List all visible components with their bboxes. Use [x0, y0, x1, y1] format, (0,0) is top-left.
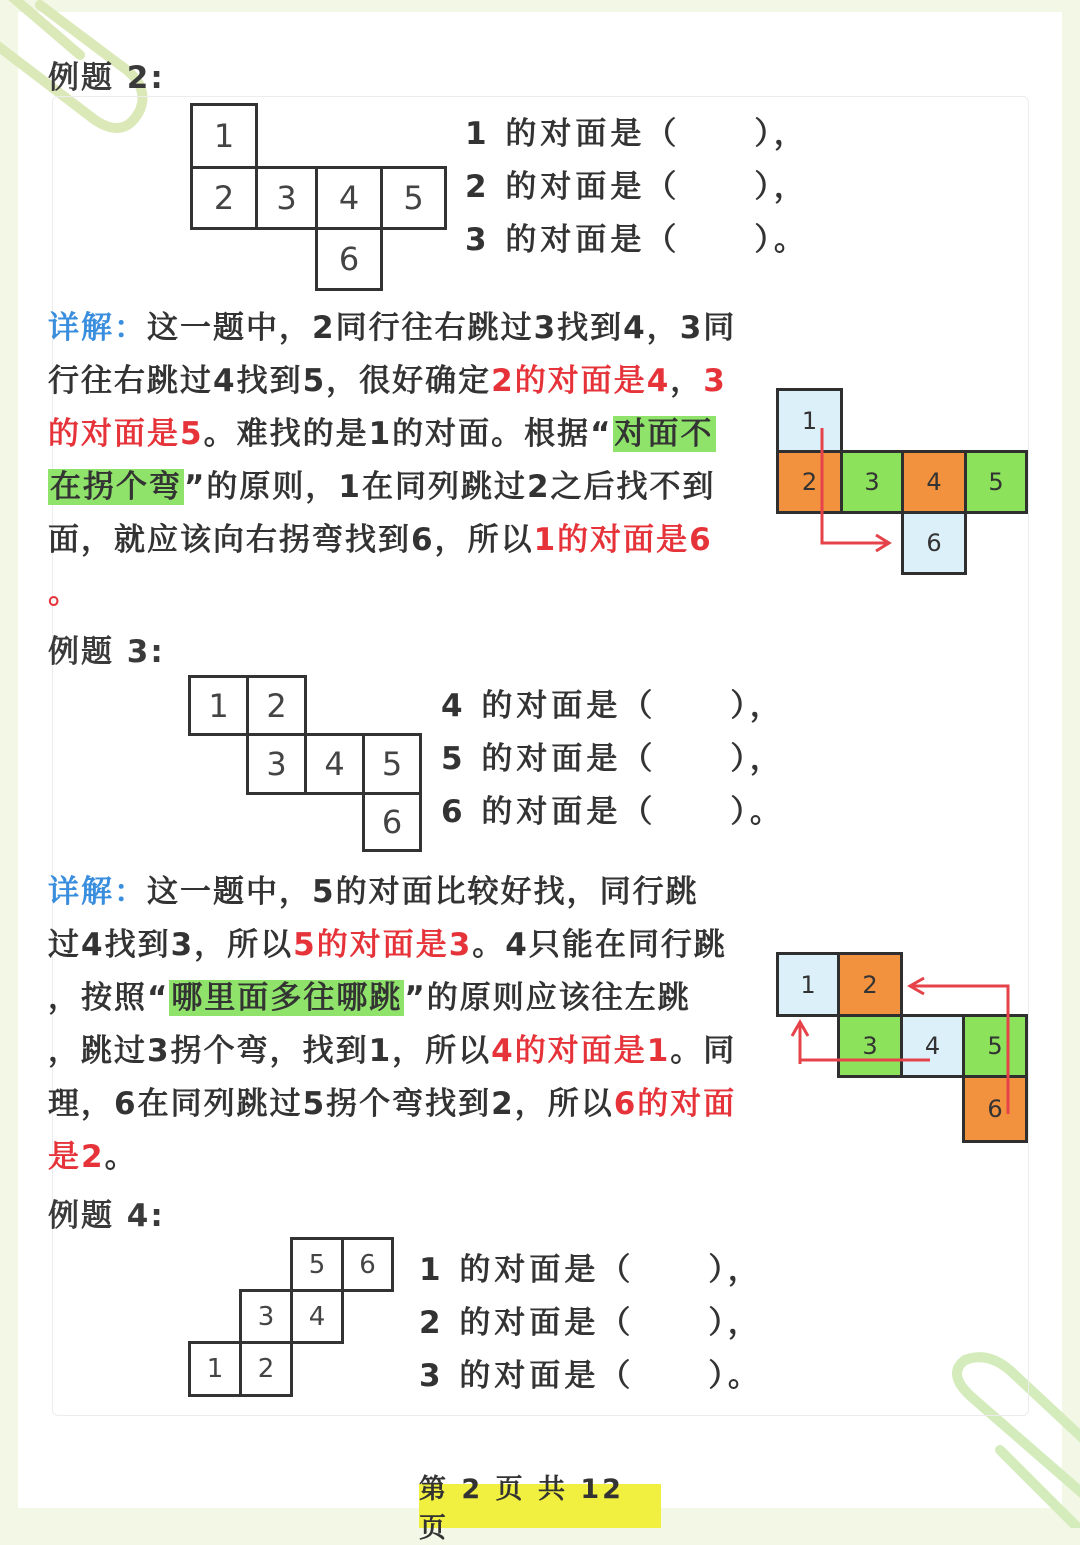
explain-text: 。 — [104, 1139, 138, 1175]
explain-text: ，按照“ — [48, 980, 170, 1016]
question-line: 5 的对面是（ ）， — [441, 741, 785, 777]
explain-text: 这一题中，5的对面比较好找，同行跳 — [147, 874, 699, 910]
net-cell: 6 — [341, 1237, 394, 1292]
net-cell: 3 — [246, 733, 307, 795]
question-line: 2 的对面是（ ）， — [419, 1305, 763, 1341]
question-line: 4 的对面是（ ）， — [441, 688, 785, 724]
explain-label: 详解： — [48, 310, 147, 346]
net-cell: 1 — [188, 675, 249, 736]
explain-text: ， — [670, 363, 704, 399]
net-cell: 6 — [315, 227, 383, 291]
net-cell: 5 — [362, 733, 422, 795]
answer-cell: 4 — [900, 1014, 965, 1078]
explain-text: ”的原则应该往左跳 — [404, 980, 691, 1016]
explain-text: 过4找到3，所以 — [48, 927, 294, 963]
answer-cell: 2 — [837, 952, 903, 1017]
net-cell: 4 — [315, 166, 383, 230]
explain-text: ”的原则，1在同列跳过2之后找不到 — [184, 469, 716, 505]
explain-answer: 的对面是5 — [48, 416, 204, 452]
answer-cell: 2 — [776, 450, 843, 514]
explain-text: 这一题中，2同行往右跳过3找到4，3同 — [147, 310, 737, 346]
answer-cell: 4 — [901, 450, 967, 514]
answer-cell: 1 — [776, 388, 843, 453]
explain-text: 面，就应该向右拐弯找到6，所以 — [48, 522, 534, 558]
explain-highlight: 对面不 — [614, 416, 714, 452]
net-cell: 3 — [239, 1289, 293, 1344]
net-cell: 2 — [239, 1341, 293, 1397]
explain-answer: 4的对面是1 — [491, 1033, 671, 1069]
arrow-icon — [776, 388, 1036, 588]
question-line: 1 的对面是（ ）， — [419, 1252, 763, 1288]
explain-text: 。 — [48, 575, 81, 611]
answer-cell: 6 — [901, 511, 967, 575]
explain-answer: 6的对面 — [613, 1086, 737, 1122]
net-cell: 2 — [190, 166, 258, 230]
net-cell: 3 — [255, 166, 318, 230]
explain-text: 。同 — [670, 1033, 737, 1069]
net-cell: 2 — [246, 675, 307, 736]
question-line: 2 的对面是（ ）， — [465, 169, 809, 205]
answer-cell: 3 — [840, 450, 904, 514]
answer-cell: 3 — [837, 1014, 903, 1078]
explain-answer: 是2 — [48, 1139, 105, 1175]
answer-cell: 6 — [962, 1075, 1028, 1143]
explain-text: 。难找的是1的对面。根据“ — [203, 416, 613, 452]
example-2-explanation — [48, 302, 760, 620]
explain-text: ，跳过3拐个弯，找到1，所以 — [48, 1033, 492, 1069]
explain-label: 详解： — [48, 874, 147, 910]
net-cell: 5 — [380, 166, 447, 230]
explain-answer: 5的对面是3 — [293, 927, 473, 963]
explain-answer: 3 — [703, 363, 727, 399]
example-4-heading: 例题 4: — [48, 1198, 165, 1234]
answer-cell: 1 — [776, 952, 840, 1017]
answer-cell: 5 — [964, 450, 1028, 514]
explain-text: 理，6在同列跳过5拐个弯找到2，所以 — [48, 1086, 614, 1122]
explain-answer: 1的对面是6 — [533, 522, 713, 558]
arrow-icon — [776, 952, 1036, 1152]
explain-highlight: 在拐个弯 — [50, 469, 182, 505]
page-footer: 第 2 页 共 12 页 — [419, 1484, 661, 1528]
question-line: 1 的对面是（ ）， — [465, 116, 809, 152]
net-cell: 1 — [188, 1341, 242, 1397]
net-cell: 6 — [362, 792, 422, 852]
net-cell: 1 — [190, 103, 258, 169]
explain-text: 行往右跳过4找到5，很好确定 — [48, 363, 492, 399]
net-cell: 4 — [304, 733, 365, 795]
explain-text: 。4只能在同行跳 — [472, 927, 727, 963]
example-3-heading: 例题 3: — [48, 634, 165, 670]
example-3-explanation — [48, 866, 760, 1184]
answer-cell: 5 — [962, 1014, 1028, 1078]
explain-highlight: 哪里面多往哪跳 — [171, 980, 403, 1016]
question-line: 3 的对面是（ ）。 — [419, 1358, 763, 1394]
question-line: 6 的对面是（ ）。 — [441, 794, 785, 830]
example-2-heading: 例题 2: — [48, 60, 165, 96]
net-cell: 4 — [290, 1289, 344, 1344]
net-cell: 5 — [290, 1237, 344, 1292]
explain-answer: 2的对面是4 — [491, 363, 671, 399]
question-line: 3 的对面是（ ）。 — [465, 222, 809, 258]
